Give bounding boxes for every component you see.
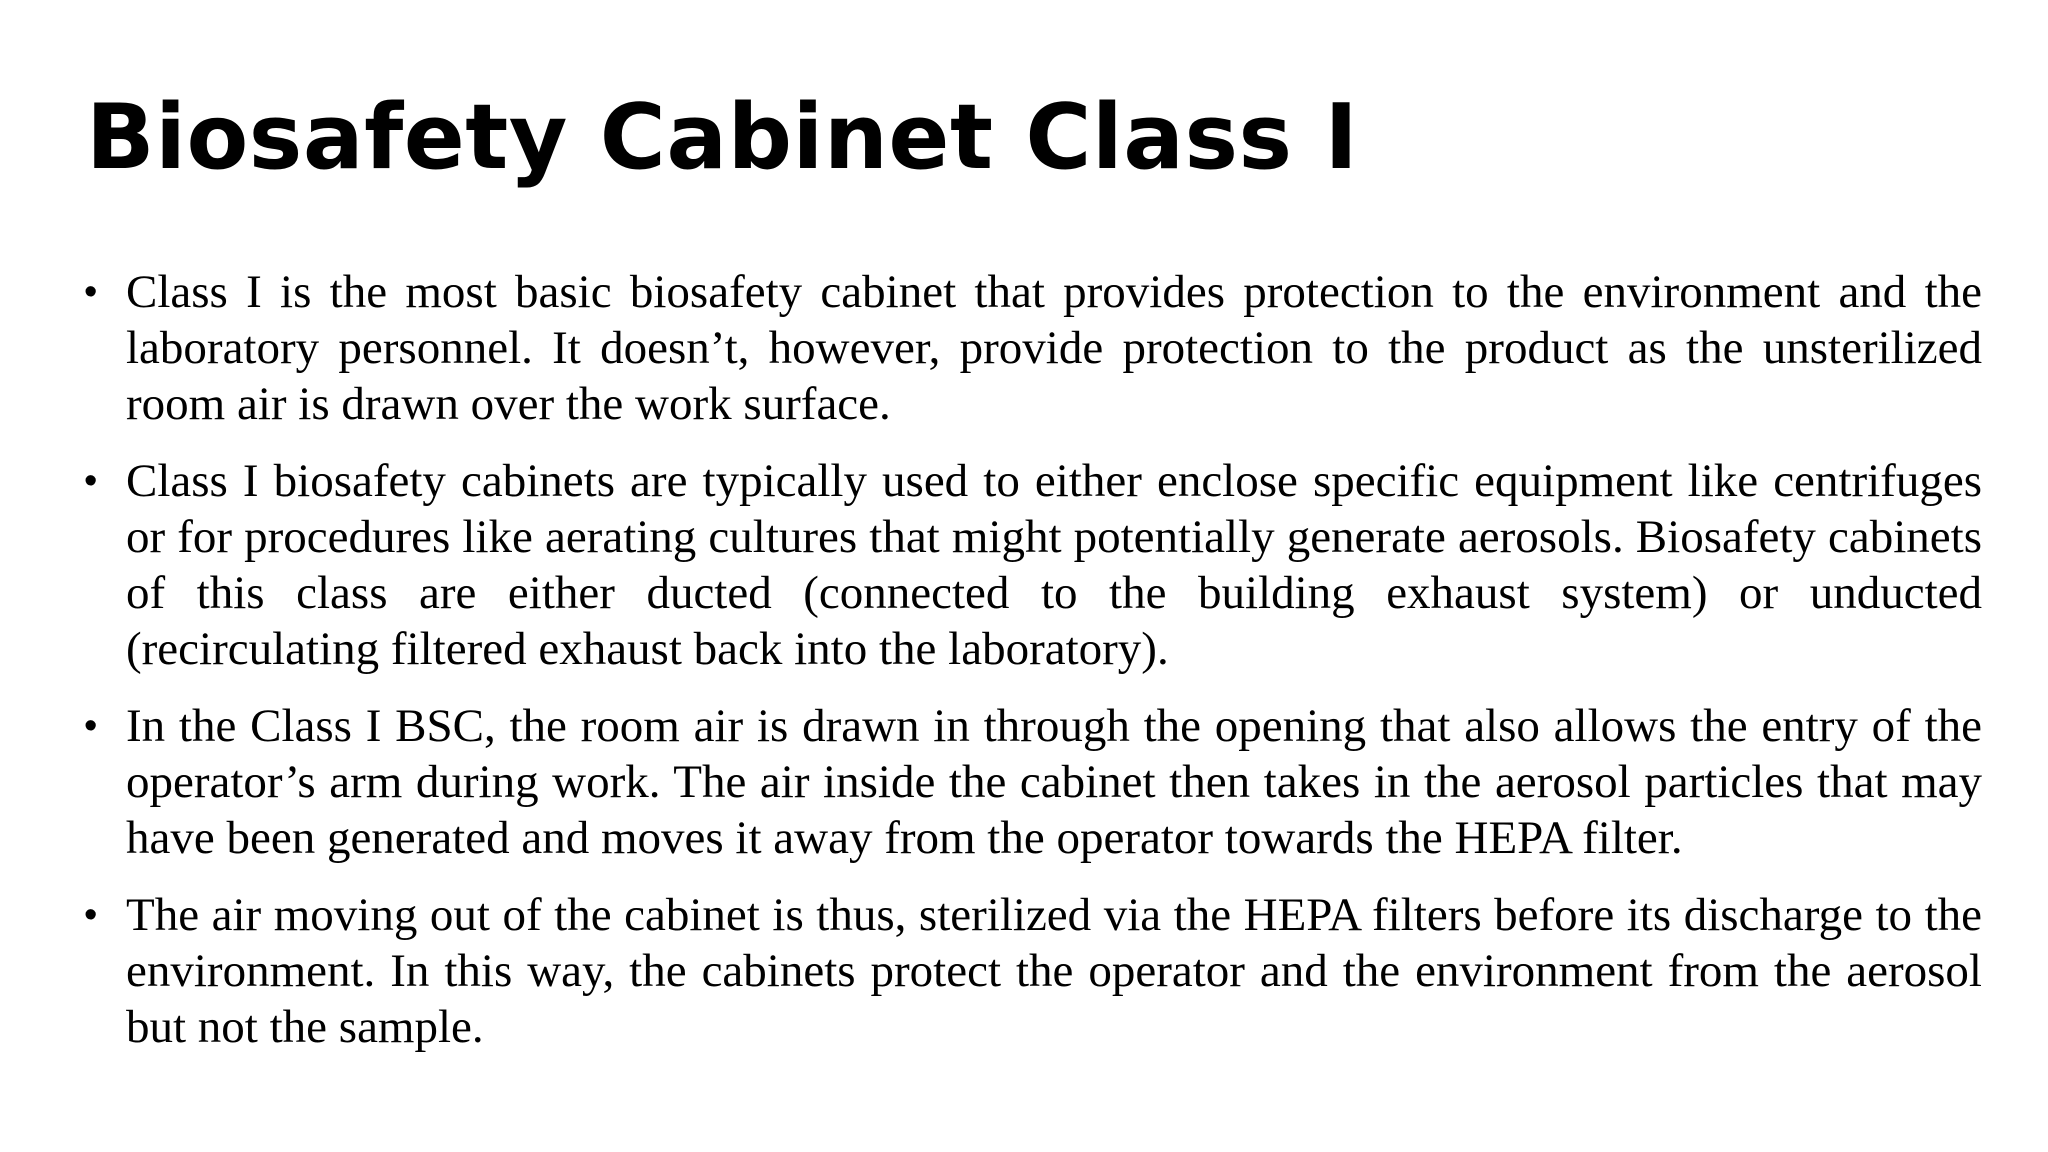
bullet-dot-icon: • xyxy=(84,460,98,502)
bullet-dot-icon: • xyxy=(84,894,98,936)
bullet-text: In the Class I BSC, the room air is drawn in through the opening that also allows the entry of the operator’s arm during work. The air inside the cabinet then takes in the aerosol particles that may have been generated and moves it away from the operator towards the HEPA filter. xyxy=(126,700,1982,864)
bullet-item xyxy=(84,887,1982,1055)
bullet-dot-icon: • xyxy=(84,705,98,747)
bullet-text: Class I biosafety cabinets are typically used to either enclose specific equipment like centrifuges or for procedures like aerating cultures that might potentially generate aerosols. Biosafety cabinets of this class are either ducted (connected to the building exhaust system) or unducted (recirculating filtered exhaust back into the laboratory). xyxy=(126,455,1982,675)
bullet-text: The air moving out of the cabinet is thus, sterilized via the HEPA filters before its discharge to the environment. In this way, the cabinets protect the operator and the environment from the aerosol but not the sample. xyxy=(126,889,1982,1053)
bullet-item xyxy=(84,264,1982,432)
bullet-item xyxy=(84,698,1982,866)
bullet-item xyxy=(84,453,1982,677)
bullet-dot-icon: • xyxy=(84,271,98,313)
bullet-list xyxy=(84,264,1982,1076)
bullet-text: Class I is the most basic biosafety cabinet that provides protection to the environment and the laboratory personnel. It doesn’t, however, provide protection to the product as the unsterilized room air is drawn over the work surface. xyxy=(126,266,1982,430)
slide-title: Biosafety Cabinet Class I xyxy=(86,85,1359,190)
